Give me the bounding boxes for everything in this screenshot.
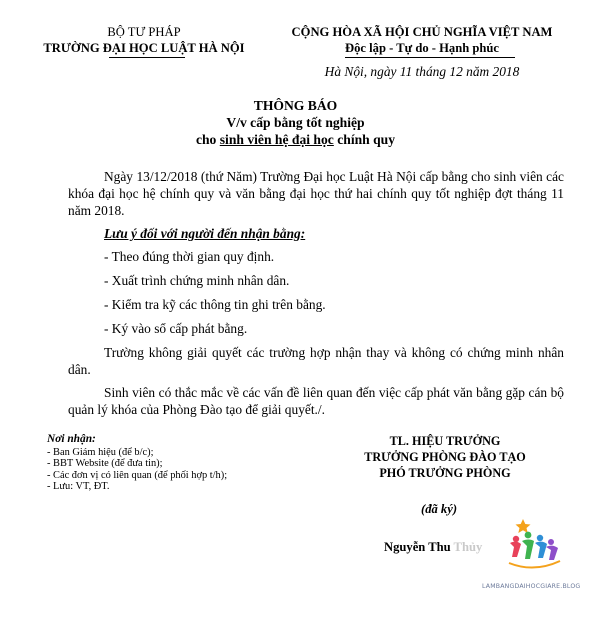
audience-suffix: chính quy <box>333 132 396 147</box>
nation-motto: Độc lập - Tự do - Hạnh phúc <box>345 41 499 55</box>
national-heading <box>272 24 572 56</box>
audience-prefix: cho <box>195 132 220 147</box>
signature-block <box>345 433 545 481</box>
note-item: - Kiểm tra kỹ các thông tin ghi trên bằng. <box>104 297 326 312</box>
note-item: - Theo đúng thời gian quy định. <box>104 249 275 264</box>
watermark-logo-icon <box>506 517 562 579</box>
ministry-name: BỘ TƯ PHÁP <box>107 25 181 39</box>
note-item: - Xuất trình chứng minh nhân dân. <box>104 273 290 288</box>
signer-name-visible: Nguyễn Thu <box>384 540 451 554</box>
date-line: Hà Nội, ngày 11 tháng 12 năm 2018 <box>324 64 520 79</box>
nation-name: CỘNG HÒA XÃ HỘI CHỦ NGHĨA VIỆT NAM <box>291 25 553 39</box>
recipients-heading: Nơi nhận: <box>47 433 96 445</box>
issuer-underline <box>109 57 185 58</box>
note-heading: Lưu ý đối với người đến nhận bằng: <box>104 226 306 241</box>
recipient-item: - Các đơn vị có liên quan (để phối hợp t/h); <box>47 469 228 481</box>
watermark-text: LAMBANGDAIHOCGIARE.BLOG <box>482 583 581 590</box>
signature-position: PHÓ TRƯỞNG PHÒNG <box>379 466 511 480</box>
audience-underlined: sinh viên hệ đại học <box>219 132 334 147</box>
school-name: TRƯỜNG ĐẠI HỌC LUẬT HÀ NỘI <box>43 41 245 55</box>
recipient-item: - BBT Website (để đưa tin); <box>47 458 163 470</box>
paragraph-contact: Sinh viên có thắc mắc về các vấn đề liên quan đến việc cấp phát văn bằng gặp cán bộ quản lý khóa của Phòng Đào tạo để giải quyết./. <box>68 385 564 417</box>
signature-authority: TL. HIỆU TRƯỞNG <box>389 434 501 448</box>
recipient-item: - Lưu: VT, ĐT. <box>47 481 110 493</box>
signed-note: (đã ký) <box>421 502 458 516</box>
star-icon <box>516 519 531 533</box>
paragraph-announcement: Ngày 13/12/2018 (thứ Năm) Trường Đại học Luật Hà Nội cấp bằng cho sinh viên các khóa đại học hệ chính quy và văn bằng đại học thứ hai chính quy tốt nghiệp đợt tháng 11 năm 2018. <box>68 169 564 218</box>
recipient-item: - Ban Giám hiệu (để b/c); <box>47 446 154 458</box>
signer-name <box>384 540 482 555</box>
paragraph-no-proxy: Trường không giải quyết các trường hợp nhận thay và không có chứng minh nhân dân. <box>68 345 564 377</box>
motto-underline <box>345 57 515 58</box>
issuer-block <box>34 24 254 56</box>
document-title: THÔNG BÁO <box>253 98 338 113</box>
recipients-block <box>47 434 227 493</box>
note-item: - Ký vào sổ cấp phát bằng. <box>104 321 248 336</box>
document-subject: V/v cấp bằng tốt nghiệp <box>226 115 365 130</box>
signer-name-faded: Thủy <box>453 540 483 554</box>
document-audience <box>0 131 591 148</box>
signature-department: TRƯỞNG PHÒNG ĐÀO TẠO <box>364 450 526 464</box>
